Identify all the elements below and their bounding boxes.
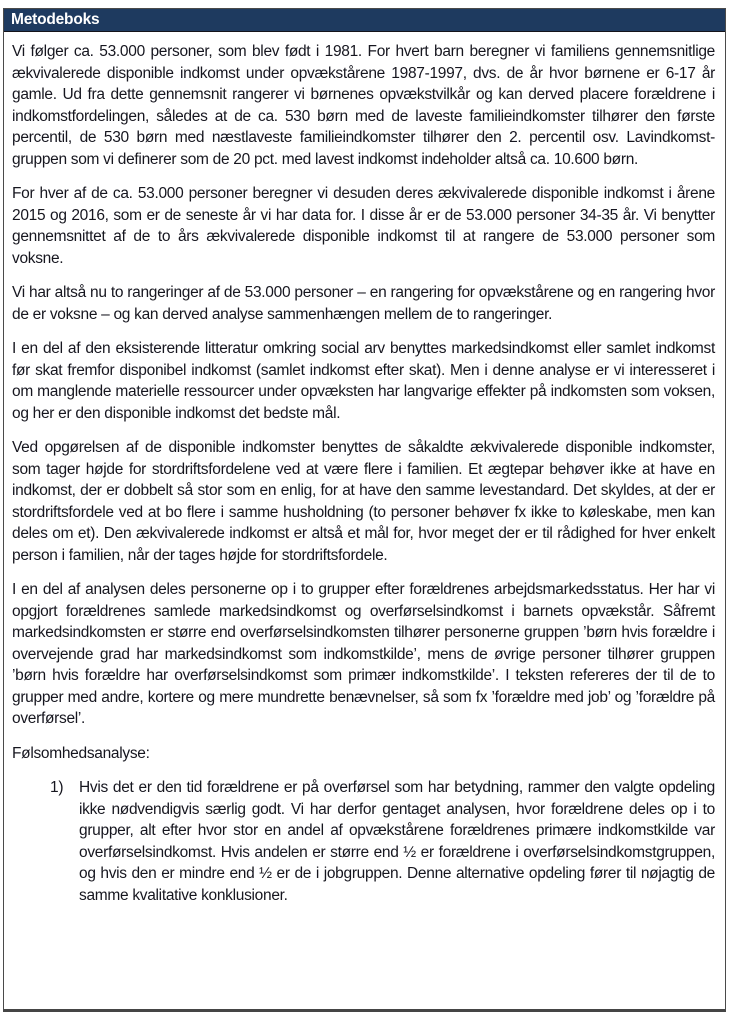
paragraph-equivalence: Ved opgørelsen af de disponible indkomster benyttes de såkaldte ækvivalerede disponible indkomster, som tager højde for stordriftsfordelene ved at være flere i familien. Et ægtepar behøver ikke at have en indkomst, der er dobbelt så stor som en enlig, for at have den samme levestandard. Det skyldes, at der er stordriftsfordele ved at bo flere i samme husholdning (to personer behøver fx ikke to køleskabe, men kan deles om et). Den ækvivalerede indkomst er altså et mål for, hvor meget der er til rådighed for hver enkelt person i familien, når der tages højde for stordriftsfordele. (12, 439, 715, 564)
metodeboks-header (4, 9, 725, 32)
paragraph-literature: I en del af den eksisterende litteratur omkring social arv benyttes markedsindkomst eller samlet indkomst før skat fremfor disponibel indkomst (samlet indkomst efter skat). Men i denne analyse er vi interesseret i om manglende materielle ressourcer under opvæksten har langvarige effekter på indkomsten som voksen, og her er den disponible indkomst det bedste mål. (12, 340, 715, 422)
sensitivity-heading: Følsomhedsanalyse: (12, 744, 150, 762)
paragraph-adult-income: For hver af de ca. 53.000 personer beregner vi desuden deres ækvivalerede disponible indkomst i årene 2015 og 2016, som er de seneste år vi har data for. I disse år er de 53.000 personer 34-35 år. Vi benytter gennemsnittet af de to års ækvivalerede disponible indkomst til at rangere de 53.000 personer som voksne. (12, 185, 715, 267)
paragraph-parent-groups: I en del af analysen deles personerne op i to grupper efter forældrenes arbejdsmarkedsstatus. Her har vi opgjort forældrenes samlede markedsindkomst og overførselsindkomst i barnets opvækstår. Såfremt markedsindkomsten er større end overførselsindkomsten tilhører personerne gruppen ’børn hvis forældre i overvejende grad har markedsindkomst som indkomstkilde’, mens de øvrige personer tilhører gruppen ’børn hvis forældre har overførselsindkomst som primær indkomstkilde’. I teksten refereres der til de to grupper med andre, kortere og mere mundrette benævnelser, så som fx ’forældre med job’ og ’forældre på overførsel’. (12, 581, 715, 727)
metodeboks-container (3, 8, 726, 1012)
paragraph-cohort-ranking: Vi følger ca. 53.000 personer, som blev født i 1981. For hvert barn beregner vi familiens gennemsnitlige ækvivalerede disponible indkomst under opvækstårene 1987-1997, dvs. de år hvor børnene er 6-17 år gamle. Ud fra dette gennemsnit rangerer vi børnenes opvækstvilkår og kan derved placere forældrene i indkomstfordelingen, således at de ca. 530 børn med de laveste familieindkomster tilhører den første percentil, de 530 børn med næstlaveste familieindkomster tilhører den 2. percentil osv. Lavindkomst-gruppen som vi definerer som de 20 pct. med lavest indkomst indeholder altså ca. 10.600 børn. (12, 43, 715, 168)
metodeboks-body (4, 32, 725, 1009)
paragraph-two-rankings: Vi har altså nu to rangeringer af de 53.000 personer – en rangering for opvækstårene og en rangering hvor de er voksne – og kan derved analyse sammenhængen mellem de to rangeringer. (12, 284, 715, 323)
list-item-number: 1) (50, 779, 64, 796)
numbered-list-item (50, 777, 715, 906)
list-item-text: Hvis det er den tid forældrene er på overførsel som har betydning, rammer den valgte opdeling ikke nødvendigvis særlig godt. Vi har derfor gentaget analysen, hvor forældrene deles op i to grupper, alt efter hvor stor en andel af opvækstårene forældrenes primære indkomstkilde var overførselsindkomst. Hvis andelen er større end ½ er forældrene i overførselsindkomstgruppen, og hvis den er mindre end ½ er de i jobgruppen. Denne alternative opdeling fører til nøjagtig de samme kvalitative konklusioner. (79, 779, 715, 904)
metodeboks-title: Metodeboks (11, 11, 100, 28)
